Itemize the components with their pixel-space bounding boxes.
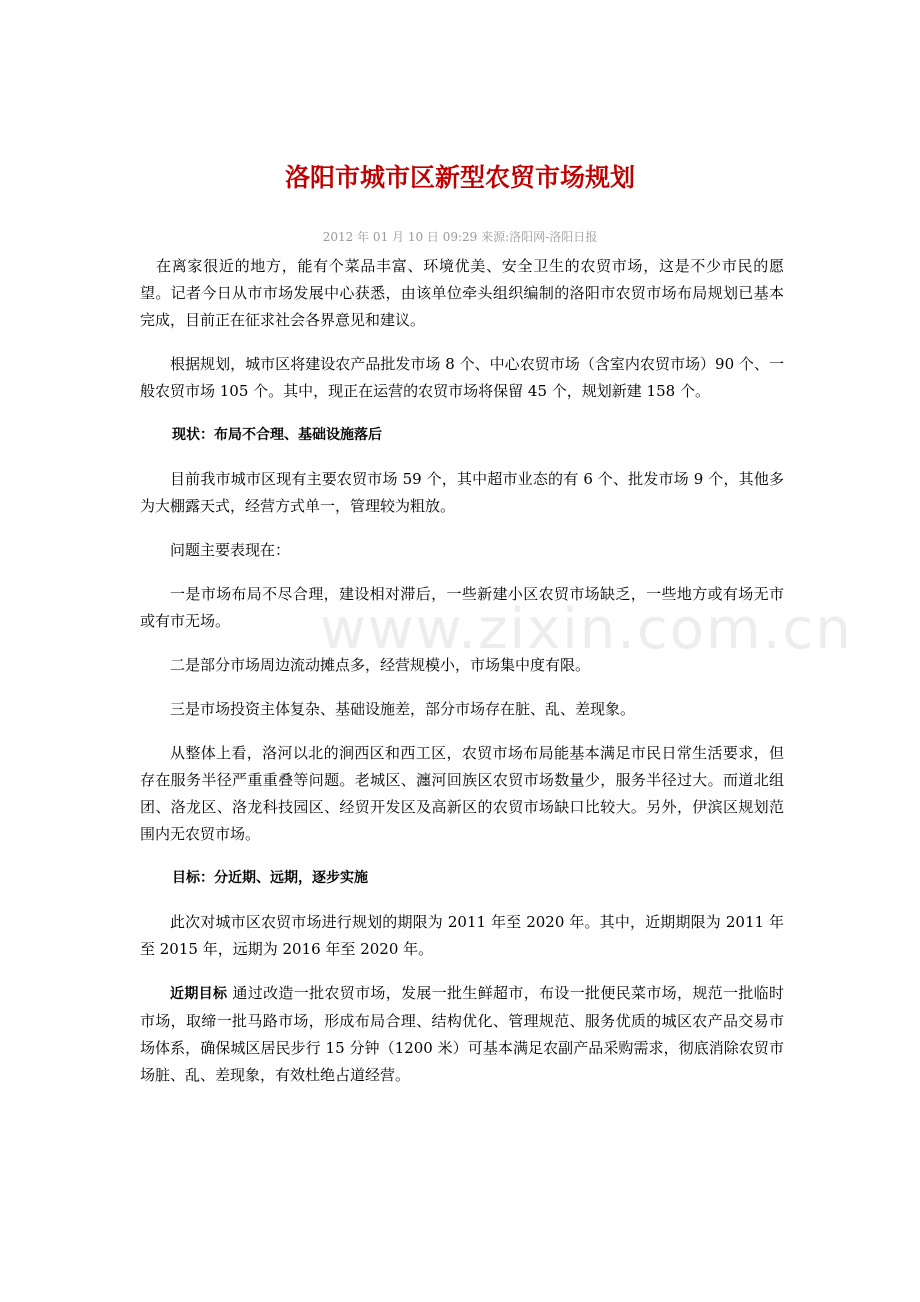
paragraph-intro: 在离家很近的地方，能有个菜品丰富、环境优美、安全卫生的农贸市场，这是不少市民的愿望。记者今日从市市场发展中心获悉，由该单位牵头组织编制的洛阳市农贸市场布局规划已基本完成，目前正在征求社会各界意见和建议。 <box>140 257 784 329</box>
watermark: www.zixin.com.cn <box>320 597 853 662</box>
paragraph-problem-2: 二是部分市场周边流动摊点多，经营规模小，市场集中度有限。 <box>170 656 591 674</box>
paragraph-overall: 从整体上看，洛河以北的涧西区和西工区，农贸市场布局能基本满足市民日常生活要求，但存在服务半径严重重叠等问题。老城区、瀍河回族区农贸市场数量少，服务半径过大。而道北组团、洛龙区、洛龙科技园区、经贸开发区及高新区的农贸市场缺口比较大。另外，伊滨区规划范围内无农贸市场。 <box>140 744 784 843</box>
article-title: 洛阳市城市区新型农贸市场规划 <box>284 163 635 192</box>
near-term-goal-label: 近期目标 <box>170 986 228 1002</box>
section-heading-goals: 目标：分近期、远期，逐步实施 <box>172 870 368 886</box>
paragraph-near-term-goal <box>140 980 784 1089</box>
paragraph-plan-numbers: 根据规划，城市区将建设农产品批发市场 8 个、中心农贸市场（含室内农贸市场）90 个、一般农贸市场 105 个。其中，现正在运营的农贸市场将保留 45 个，规划新建 158 个。 <box>140 355 784 400</box>
paragraph-problem-3: 三是市场投资主体复杂、基础设施差，部分市场存在脏、乱、差现象。 <box>170 700 636 718</box>
near-term-goal-text: 通过改造一批农贸市场，发展一批生鲜超市，布设一批便民菜市场，规范一批临时市场，取缔一批马路市场，形成布局合理、结构优化、管理规范、服务优质的城区农产品交易市场体系，确保城区居民步行 15 分钟（1200 米）可基本满足农副产品采购需求，彻底消除农贸市场脏、乱、差现象，有效杜绝占道经营。 <box>140 984 784 1084</box>
article-meta: 2012 年 01 月 10 日 09:29 来源:洛阳网-洛阳日报 <box>322 230 598 244</box>
paragraph-problems-intro: 问题主要表现在： <box>170 541 291 559</box>
paragraph-timeline: 此次对城市区农贸市场进行规划的期限为 2011 年至 2020 年。其中，近期期限为 2011 年至 2015 年，远期为 2016 年至 2020 年。 <box>140 913 784 958</box>
paragraph-problem-1: 一是市场布局不尽合理，建设相对滞后，一些新建小区农贸市场缺乏，一些地方或有场无市或有市无场。 <box>140 585 784 630</box>
paragraph-current-markets: 目前我市城市区现有主要农贸市场 59 个，其中超市业态的有 6 个、批发市场 9 个，其他多为大棚露天式，经营方式单一，管理较为粗放。 <box>140 470 784 515</box>
article-body <box>140 253 784 1089</box>
section-heading-status: 现状：布局不合理、基础设施落后 <box>172 427 382 443</box>
